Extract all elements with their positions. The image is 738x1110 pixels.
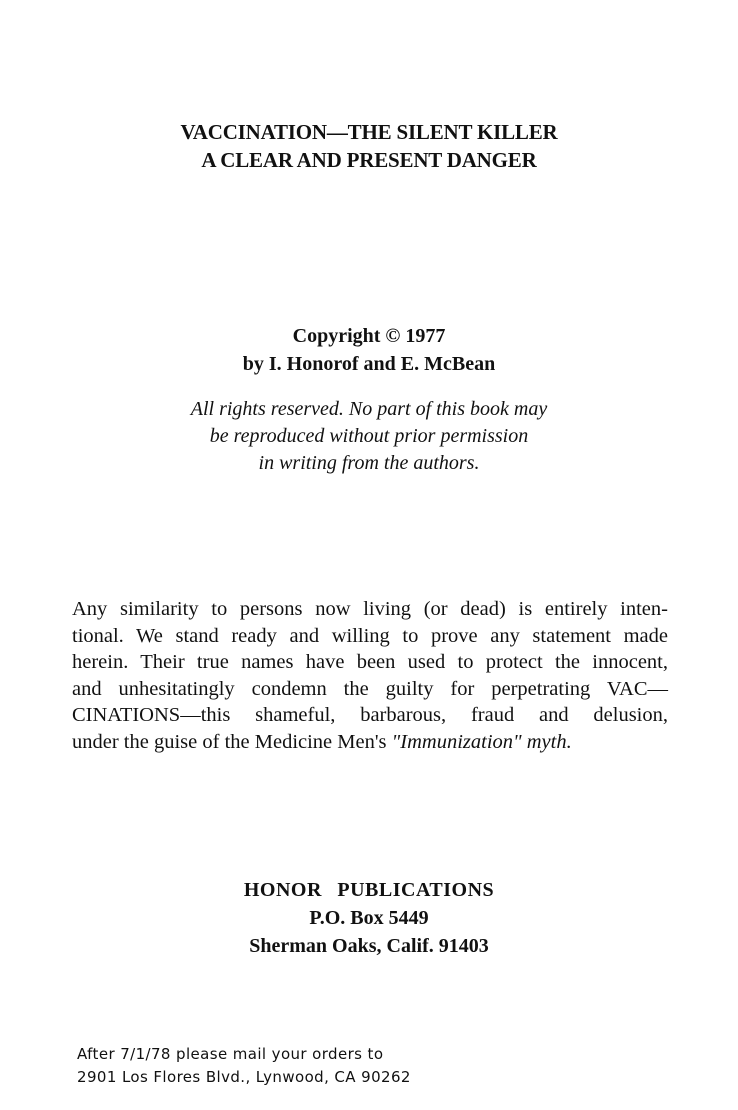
disclaimer-line-3: herein. Their true names have been used to protect the innocent,: [72, 651, 668, 673]
mail-note-line-2: 2901 Los Flores Blvd., Lynwood, CA 90262: [77, 1068, 411, 1086]
disclaimer-line-2: tional. We stand ready and willing to prove any statement made: [72, 624, 668, 647]
publisher-name: HONOR PUBLICATIONS: [243, 879, 495, 901]
copyright-notice: [0, 322, 738, 378]
rights-line-1: All rights reserved. No part of this book may: [190, 398, 548, 420]
rights-line-2: be reproduced without prior permission: [209, 425, 529, 447]
title-line-1: VACCINATION—THE SILENT KILLER: [180, 120, 558, 144]
disclaimer-line-6: [72, 729, 668, 756]
book-title: [0, 118, 738, 174]
mail-order-note: [77, 1043, 411, 1089]
disclaimer-line-1: Any similarity to persons now living (or dead) is entirely inten-: [72, 598, 668, 620]
rights-line-3: in writing from the authors.: [258, 452, 480, 474]
disclaimer-line-6-start: under the guise of the Medicine Men's: [72, 730, 392, 753]
publisher-info: [0, 876, 738, 960]
disclaimer-line-5: CINATIONS—this shameful, barbarous, fraud and delusion,: [72, 704, 668, 726]
disclaimer-line-6-italic: "Immunization" myth.: [391, 730, 572, 753]
authors-line: by I. Honorof and E. McBean: [242, 353, 496, 375]
disclaimer-paragraph: [72, 596, 668, 755]
publisher-city: Sherman Oaks, Calif. 91403: [249, 935, 489, 957]
rights-reserved-notice: [0, 396, 738, 477]
title-line-2: A CLEAR AND PRESENT DANGER: [201, 148, 537, 172]
disclaimer-line-4: and unhesitatingly condemn the guilty for perpetrating VAC—: [72, 677, 668, 700]
publisher-po-box: P.O. Box 5449: [309, 907, 429, 929]
copyright-line: Copyright © 1977: [292, 325, 446, 347]
mail-note-line-1: After 7/1/78 please mail your orders to: [77, 1045, 384, 1063]
